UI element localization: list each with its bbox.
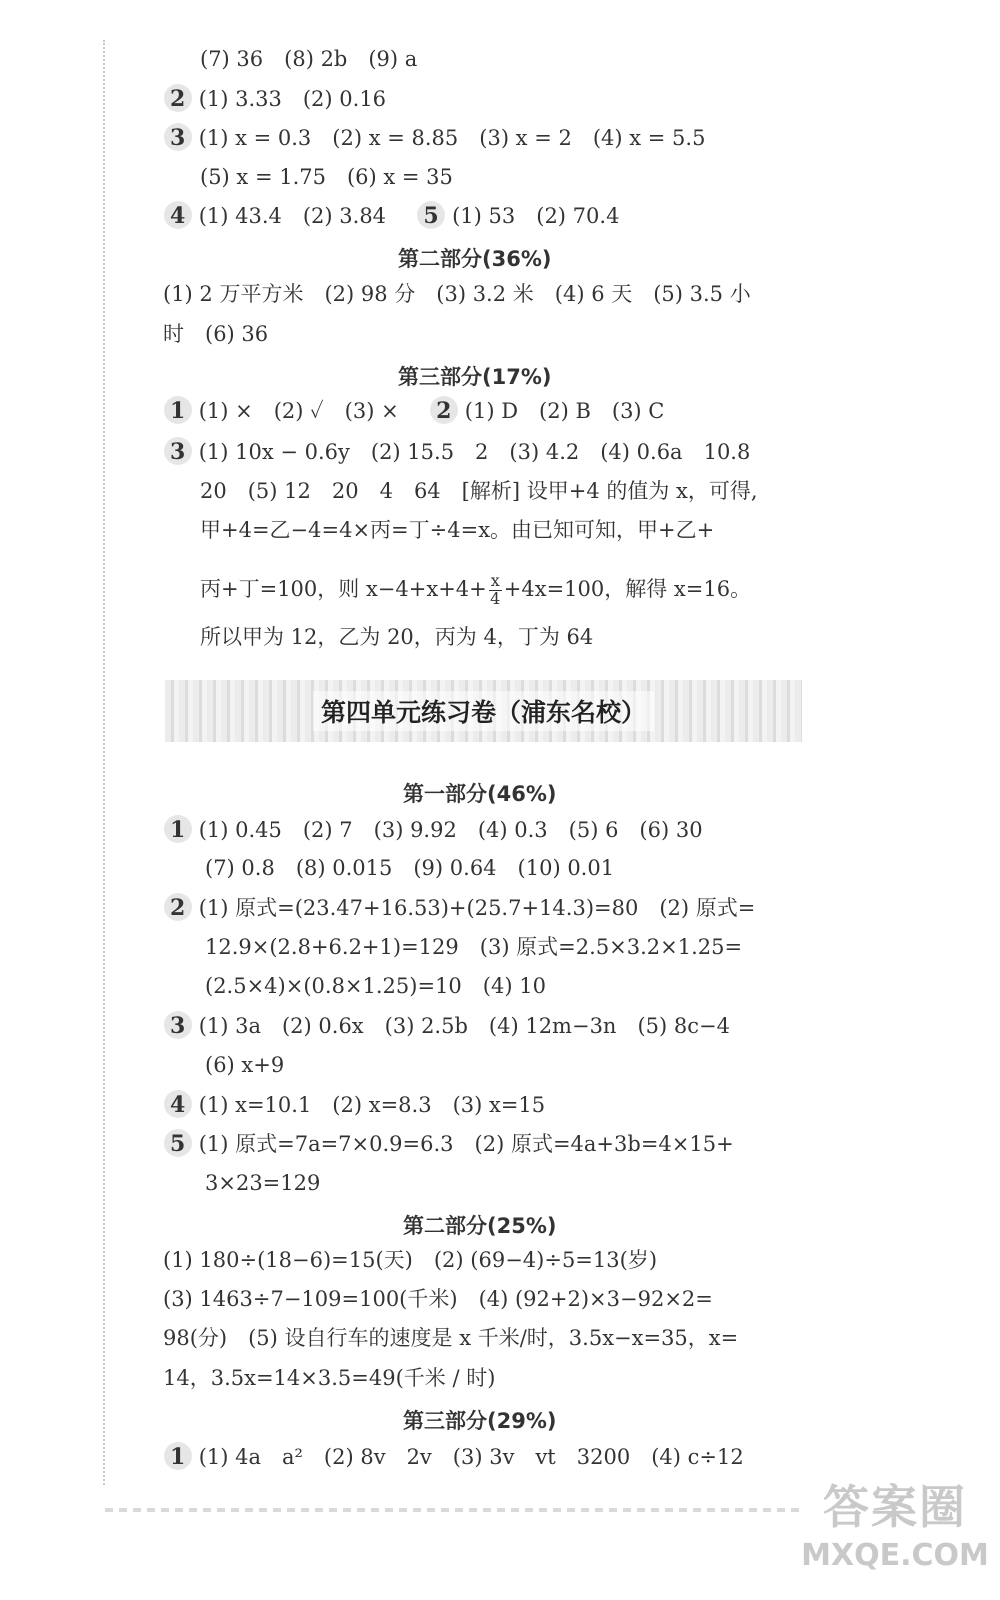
section-heading: 第三部分(17%) xyxy=(398,365,552,389)
question-row xyxy=(170,895,755,921)
answer-line: 98(分) (5) 设自行车的速度是 x 千米/时，3.5x−x=35，x= xyxy=(163,1326,739,1350)
question-row xyxy=(170,1131,734,1157)
question-number: 5 xyxy=(423,203,445,229)
answer-line: 所以甲为 12，乙为 20，丙为 4，丁为 64 xyxy=(200,625,594,649)
fraction xyxy=(489,573,502,608)
answer-text: (1) x = 0.3 (2) x = 8.85 (3) x = 2 (4) x = 5.5 xyxy=(198,126,706,150)
question-row xyxy=(170,439,750,465)
answer-line xyxy=(200,573,751,608)
answer-line: 12.9×(2.8+6.2+1)=129 (3) 原式=2.5×3.2×1.25= xyxy=(205,935,743,959)
answer-text: (1) 10x − 0.6y (2) 15.5 2 (3) 4.2 (4) 0.6a 10.8 xyxy=(198,440,751,464)
question-row xyxy=(170,1092,545,1118)
question-number: 1 xyxy=(170,398,192,424)
answer-line: 甲+4=乙−4=4×丙=丁÷4=x。由已知可知，甲+乙+ xyxy=(200,518,715,542)
answer-line: 20 (5) 12 20 4 64 [解析] 设甲+4 的值为 x，可得, xyxy=(200,479,758,503)
section-heading: 第二部分(36%) xyxy=(398,247,552,271)
question-row xyxy=(170,125,705,151)
section-heading: 第二部分(25%) xyxy=(403,1214,557,1238)
section-heading: 第三部分(29%) xyxy=(403,1409,557,1433)
fraction-numerator: x xyxy=(490,571,500,590)
question-row xyxy=(170,1013,730,1039)
unit-banner xyxy=(165,680,802,742)
answer-line: (7) 36 (8) 2b (9) a xyxy=(200,47,418,71)
fraction-denominator: 4 xyxy=(490,588,501,608)
answer-line: 时 (6) 36 xyxy=(163,322,269,346)
answer-line: (1) 180÷(18−6)=15(天) (2) (69−4)÷5=13(岁) xyxy=(163,1248,658,1272)
answer-text: (1) 53 (2) 70.4 xyxy=(452,204,620,228)
watermark-url: MXQE.COM xyxy=(801,1538,989,1573)
section-heading: 第一部分(46%) xyxy=(403,782,557,806)
question-number: 4 xyxy=(170,203,192,229)
scan-bottom-edge xyxy=(105,1508,805,1512)
question-row xyxy=(170,1444,744,1470)
answer-line: (3) 1463÷7−109=100(千米) (4) (92+2)×3−92×2= xyxy=(163,1287,713,1311)
question-number: 3 xyxy=(170,125,192,151)
answer-line: (6) x+9 xyxy=(205,1053,285,1077)
question-row xyxy=(170,203,619,229)
answer-text: (1) x=10.1 (2) x=8.3 (3) x=15 xyxy=(198,1093,546,1117)
question-number: 1 xyxy=(170,1444,192,1470)
watermark-text: 答案圈 xyxy=(823,1480,967,1534)
question-row xyxy=(170,817,703,843)
answer-line: (2.5×4)×(0.8×1.25)=10 (4) 10 xyxy=(205,974,546,998)
question-number: 2 xyxy=(170,86,192,112)
question-number: 4 xyxy=(170,1092,192,1118)
banner-title: 第四单元练习卷（浦东名校） xyxy=(313,691,654,731)
binding-margin-line xyxy=(103,40,105,1485)
answer-text: (1) 43.4 (2) 3.84 xyxy=(198,204,387,228)
answer-line: (7) 0.8 (8) 0.015 (9) 0.64 (10) 0.01 xyxy=(205,856,615,880)
question-number: 3 xyxy=(170,1013,192,1039)
question-number: 3 xyxy=(170,439,192,465)
answer-line: 14，3.5x=14×3.5=49(千米 / 时) xyxy=(163,1366,496,1390)
answer-text: (1) 原式=(23.47+16.53)+(25.7+14.3)=80 (2) 原式= xyxy=(198,896,756,920)
question-number: 2 xyxy=(170,895,192,921)
answer-text: (1) 3.33 (2) 0.16 xyxy=(198,87,387,111)
answer-line: 3×23=129 xyxy=(205,1171,321,1195)
question-row xyxy=(170,86,386,112)
equation-text: +4x=100，解得 x=16。 xyxy=(503,576,752,601)
answer-line: (5) x = 1.75 (6) x = 35 xyxy=(200,165,453,189)
answer-text: (1) 0.45 (2) 7 (3) 9.92 (4) 0.3 (5) 6 (6) 30 xyxy=(198,818,703,842)
answer-line: (1) 2 万平方米 (2) 98 分 (3) 3.2 米 (4) 6 天 (5) 3.5 小 xyxy=(163,282,751,306)
answer-text: (1) 4a a² (2) 8v 2v (3) 3v vt 3200 (4) c÷12 xyxy=(198,1445,744,1469)
answer-text: (1) 3a (2) 0.6x (3) 2.5b (4) 12m−3n (5) 8c−4 xyxy=(198,1014,730,1038)
watermark-logo xyxy=(800,1478,990,1593)
question-number: 5 xyxy=(170,1131,192,1157)
equation-text: 丙+丁=100，则 x−4+x+4+ xyxy=(200,576,487,601)
answer-text: (1) × (2) ✓ (3) × xyxy=(198,399,399,423)
answer-text: (1) 原式=7a=7×0.9=6.3 (2) 原式=4a+3b=4×15+ xyxy=(198,1132,734,1156)
question-number: 2 xyxy=(436,398,458,424)
question-row xyxy=(170,398,664,424)
question-number: 1 xyxy=(170,817,192,843)
answer-text: (1) D (2) B (3) C xyxy=(464,399,665,423)
